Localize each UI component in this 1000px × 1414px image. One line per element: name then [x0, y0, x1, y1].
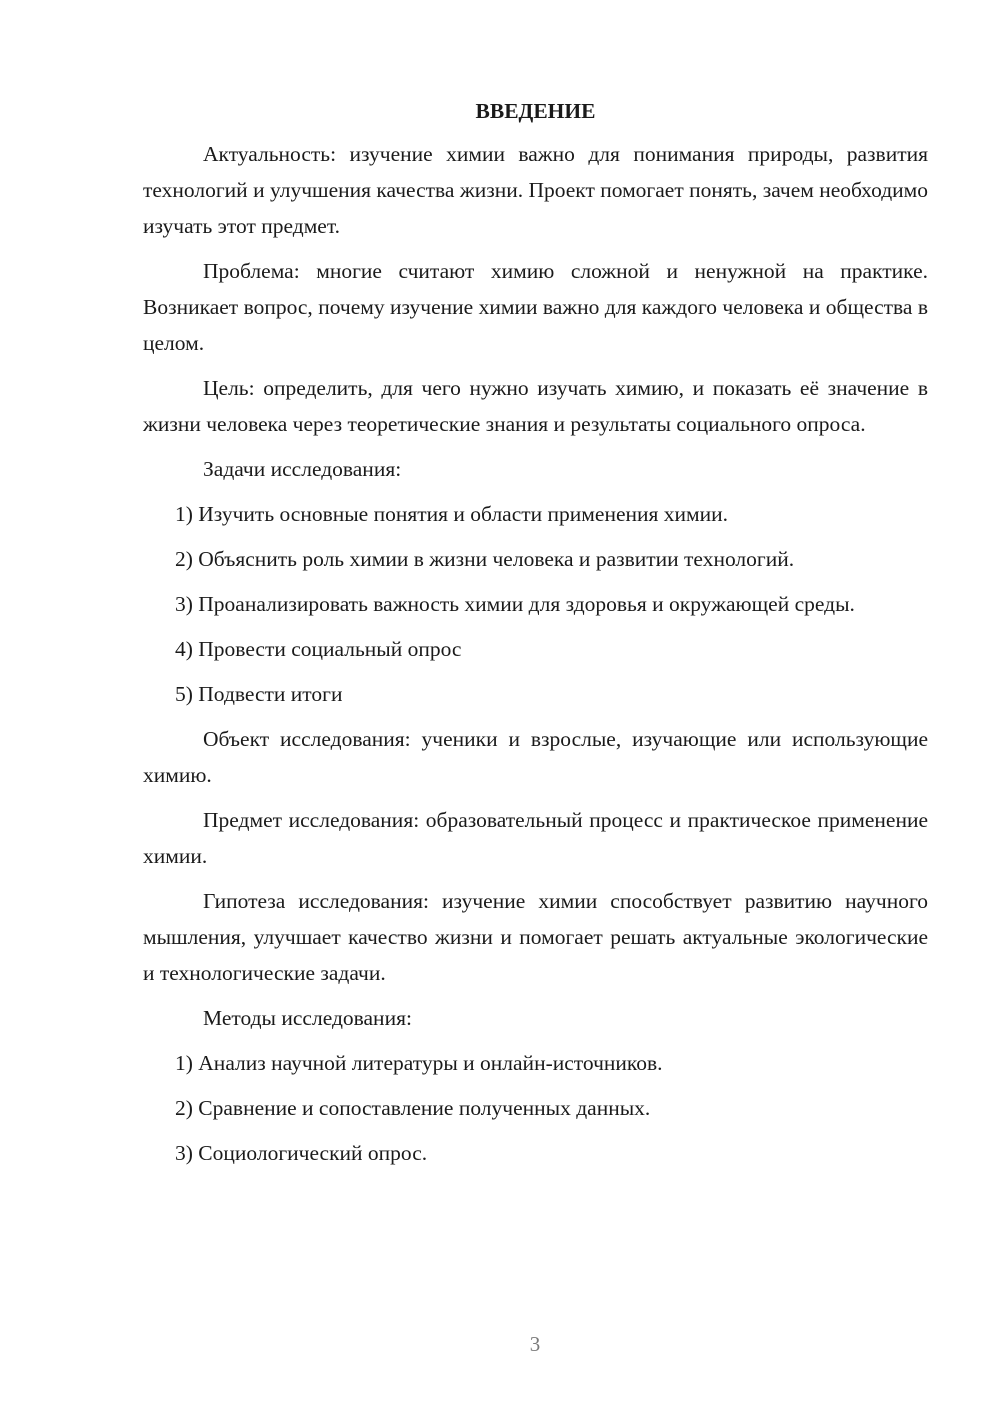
task-item-4: 4) Провести социальный опрос — [175, 637, 462, 661]
method-item-3: 3) Социологический опрос. — [175, 1141, 428, 1165]
paragraph-subject: Предмет исследования: образовательный процесс и практическое применение химии. — [143, 808, 928, 868]
paragraph-hypothesis: Гипотеза исследования: изучение химии способствует развитию научного мышления, улучшает качество жизни и помогает решать актуальные экологические и технологические задачи. — [143, 889, 928, 985]
page-content — [143, 95, 928, 1180]
page-number: 3 — [529, 1332, 541, 1356]
method-item-2: 2) Сравнение и сопоставление полученных данных. — [175, 1096, 651, 1120]
section-heading: ВВЕДЕНИЕ — [475, 99, 596, 123]
paragraph-object: Объект исследования: ученики и взрослые, изучающие или использующие химию. — [143, 727, 928, 787]
task-item-3: 3) Проанализировать важность химии для здоровья и окружающей среды. — [175, 592, 855, 616]
task-item-1: 1) Изучить основные понятия и области применения химии. — [175, 502, 729, 526]
methods-title: Методы исследования: — [203, 1006, 412, 1030]
paragraph-relevance: Актуальность: изучение химии важно для понимания природы, развития технологий и улучшения качества жизни. Проект помогает понять, зачем необходимо изучать этот предмет. — [143, 142, 928, 238]
method-item-1: 1) Анализ научной литературы и онлайн-источников. — [175, 1051, 663, 1075]
task-item-2: 2) Объяснить роль химии в жизни человека и развитии технологий. — [175, 547, 795, 571]
paragraph-problem: Проблема: многие считают химию сложной и ненужной на практике. Возникает вопрос, почему изучение химии важно для каждого человека и общества в целом. — [143, 259, 928, 355]
task-item-5: 5) Подвести итоги — [175, 682, 343, 706]
tasks-title: Задачи исследования: — [203, 457, 402, 481]
paragraph-goal: Цель: определить, для чего нужно изучать химию, и показать её значение в жизни человека через теоретические знания и результаты социального опроса. — [143, 376, 928, 436]
